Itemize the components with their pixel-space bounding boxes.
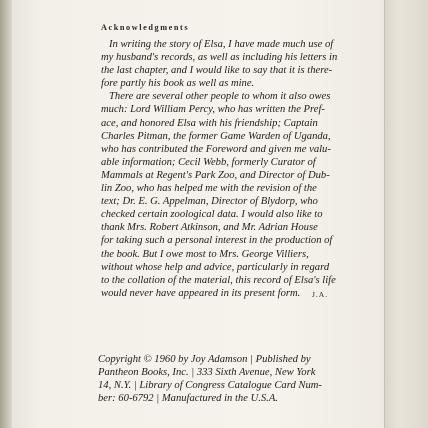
paragraph-2-line: text; Dr. E. G. Appelman, Director of Blydorp, who	[101, 196, 318, 208]
paragraph-2-line: checked certain zoological data. I would also like to	[101, 209, 323, 221]
paragraph-1-line: In writing the story of Elsa, I have made much use of	[109, 39, 334, 50]
paragraph-2-line: There are several other people to whom it also owes	[109, 91, 331, 103]
paragraph-2-line: lin Zoo, who has helped me with the revision of the	[101, 183, 317, 195]
paragraph-1-line: the last chapter, and I would like to say that it is there-	[101, 65, 333, 77]
paragraph-2-line: Charles Pitman, the former Game Warden of Uganda,	[101, 130, 331, 142]
paragraph-1-line: my husband's records, as well as including his letters in	[101, 52, 338, 64]
paragraph-2-line: ace, and honored Elsa with his friendship; Captain	[101, 117, 318, 129]
page-heading: Acknowledgments	[101, 23, 190, 32]
copyright-line: ber: 60-6792 | Manufactured in the U.S.A.	[98, 393, 278, 405]
paragraph-2-line: would never have appeared in its present form.	[101, 287, 301, 299]
facing-page-edge	[384, 0, 428, 428]
paragraph-2-line: much: Lord William Percy, who has written the Pref-	[101, 104, 325, 116]
paragraph-2-line: able information; Cecil Webb, formerly Curator of	[101, 156, 316, 168]
author-initials: J.A.	[312, 290, 329, 299]
copyright-notice	[98, 353, 348, 405]
paragraph-2-line: who has contributed the Foreword and given me valu-	[101, 143, 331, 155]
paragraph-2-line: to the collation of the material, this record of Elsa's life	[101, 274, 336, 286]
paragraph-1-line: fore partly his book as well as mine.	[101, 78, 255, 90]
copyright-line: 14, N.Y. | Library of Congress Catalogue Card Num-	[98, 380, 322, 392]
paragraph-2-line: the book. But I owe most to Mrs. George Villiers,	[101, 248, 309, 260]
paragraph-2-line: Mammals at Regent's Park Zoo, and Director of Dub-	[101, 169, 330, 181]
copyright-line: Pantheon Books, Inc. | 333 Sixth Avenue, New York	[98, 367, 316, 379]
paragraph-2-line: without whose help and advice, particularly in regard	[101, 261, 330, 273]
copyright-line: Copyright © 1960 by Joy Adamson | Published by	[98, 354, 311, 365]
acknowledgments-body	[101, 38, 341, 300]
paragraph-2-line: thank Mrs. Robert Atkinson, and Mr. Adrian House	[101, 222, 318, 234]
paragraph-2-line: for taking such a personal interest in the production of	[101, 235, 333, 247]
